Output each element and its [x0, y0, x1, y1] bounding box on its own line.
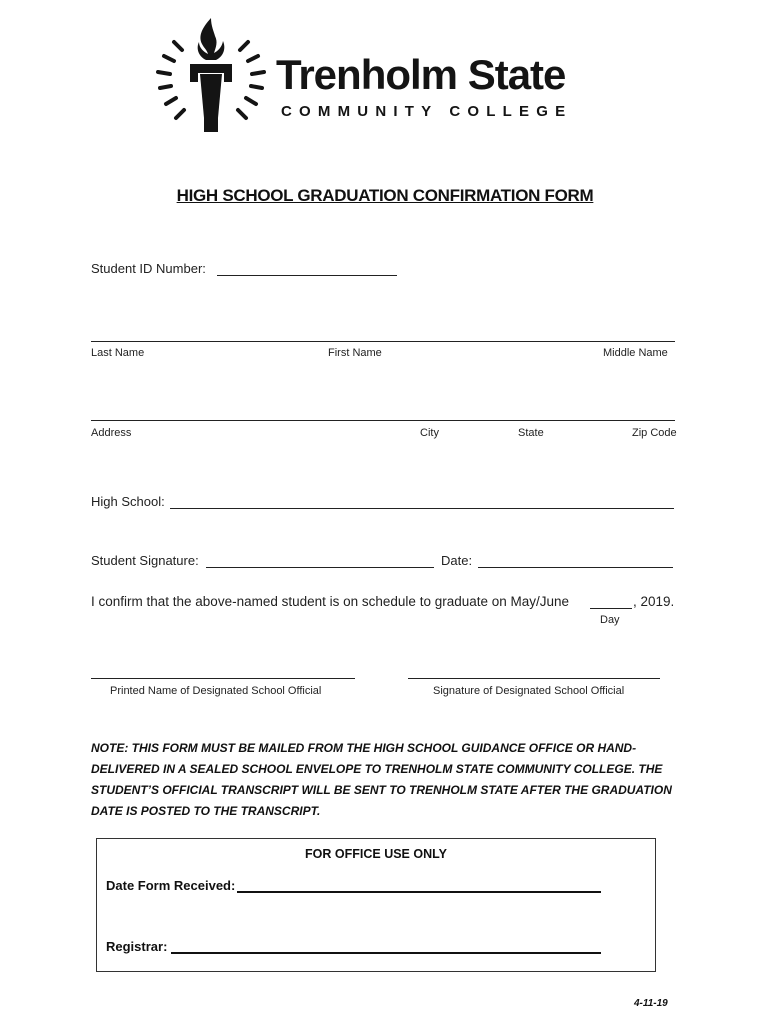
college-subtitle: COMMUNITY COLLEGE — [281, 103, 573, 120]
form-title: HIGH SCHOOL GRADUATION CONFIRMATION FORM — [176, 186, 594, 205]
high-school-field[interactable] — [170, 508, 674, 509]
last-name-label: Last Name — [91, 347, 145, 359]
first-name-label: First Name — [328, 347, 382, 359]
date-field[interactable] — [478, 567, 673, 568]
date-received-field[interactable] — [237, 891, 601, 893]
signature-official-field[interactable] — [408, 678, 660, 679]
student-signature-field[interactable] — [206, 567, 434, 568]
high-school-label: High School: — [91, 494, 165, 509]
mailing-note: NOTE: THIS FORM MUST BE MAILED FROM THE HIGH SCHOOL GUIDANCE OFFICE OR HAND-DELIVERED IN A SEALED SCHOOL ENVELOPE TO TRENHOLM STATE COMMUNITY COLLEGE. THE STUDENT’S OFFICIAL TRANSCRIPT WILL BE SENT TO TRENHOLM STATE AFTER THE GRADUATION DATE IS POSTED TO THE TRANSCRIPT. — [91, 741, 672, 818]
printed-official-label: Printed Name of Designated School Official — [110, 685, 322, 697]
graduation-day-field[interactable] — [590, 608, 632, 609]
student-id-field[interactable] — [217, 275, 397, 276]
office-use-title: FOR OFFICE USE ONLY — [305, 847, 447, 861]
torch-logo-icon — [152, 14, 270, 136]
revision-date: 4-11-19 — [634, 998, 668, 1009]
state-label: State — [518, 427, 544, 439]
registrar-label: Registrar: — [106, 939, 168, 954]
graduation-year: , 2019. — [633, 594, 675, 609]
date-label: Date: — [441, 553, 473, 568]
date-received-label: Date Form Received: — [106, 878, 236, 893]
registrar-field[interactable] — [171, 952, 601, 954]
city-label: City — [420, 427, 439, 439]
student-id-label: Student ID Number: — [91, 261, 206, 276]
signature-official-label: Signature of Designated School Official — [433, 685, 625, 697]
confirm-statement: I confirm that the above-named student is on schedule to graduate on May/June — [91, 594, 570, 609]
middle-name-label: Middle Name — [603, 347, 668, 359]
address-label: Address — [91, 427, 132, 439]
student-signature-label: Student Signature: — [91, 553, 199, 568]
address-field[interactable] — [91, 420, 675, 421]
printed-official-field[interactable] — [91, 678, 355, 679]
office-use-box — [96, 838, 656, 972]
day-label: Day — [600, 614, 620, 626]
zip-code-label: Zip Code — [632, 427, 677, 439]
name-field[interactable] — [91, 341, 675, 342]
college-name: Trenholm State — [276, 51, 566, 98]
